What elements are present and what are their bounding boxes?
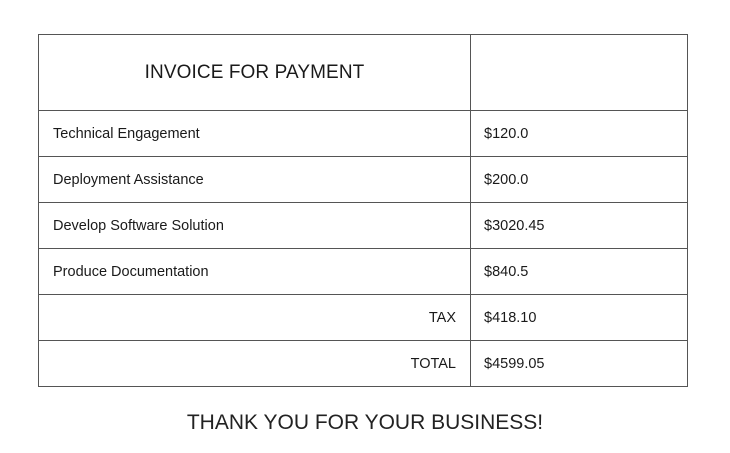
total-row bbox=[39, 341, 688, 387]
item-description: Develop Software Solution bbox=[39, 203, 471, 249]
item-amount: $840.5 bbox=[471, 249, 688, 295]
tax-amount: $418.10 bbox=[471, 295, 688, 341]
item-amount: $3020.45 bbox=[471, 203, 688, 249]
item-description: Deployment Assistance bbox=[39, 157, 471, 203]
table-row bbox=[39, 249, 688, 295]
total-amount: $4599.05 bbox=[471, 341, 688, 387]
item-description: Produce Documentation bbox=[39, 249, 471, 295]
tax-label: TAX bbox=[39, 295, 471, 341]
item-amount: $120.0 bbox=[471, 111, 688, 157]
table-row bbox=[39, 203, 688, 249]
item-amount: $200.0 bbox=[471, 157, 688, 203]
invoice-table bbox=[38, 34, 688, 387]
invoice-title: INVOICE FOR PAYMENT bbox=[39, 35, 471, 111]
thank-you-message: THANK YOU FOR YOUR BUSINESS! bbox=[186, 411, 544, 434]
invoice-header-row bbox=[39, 35, 688, 111]
total-label: TOTAL bbox=[39, 341, 471, 387]
table-row bbox=[39, 111, 688, 157]
header-amount-cell bbox=[471, 35, 688, 111]
tax-row bbox=[39, 295, 688, 341]
item-description: Technical Engagement bbox=[39, 111, 471, 157]
table-row bbox=[39, 157, 688, 203]
